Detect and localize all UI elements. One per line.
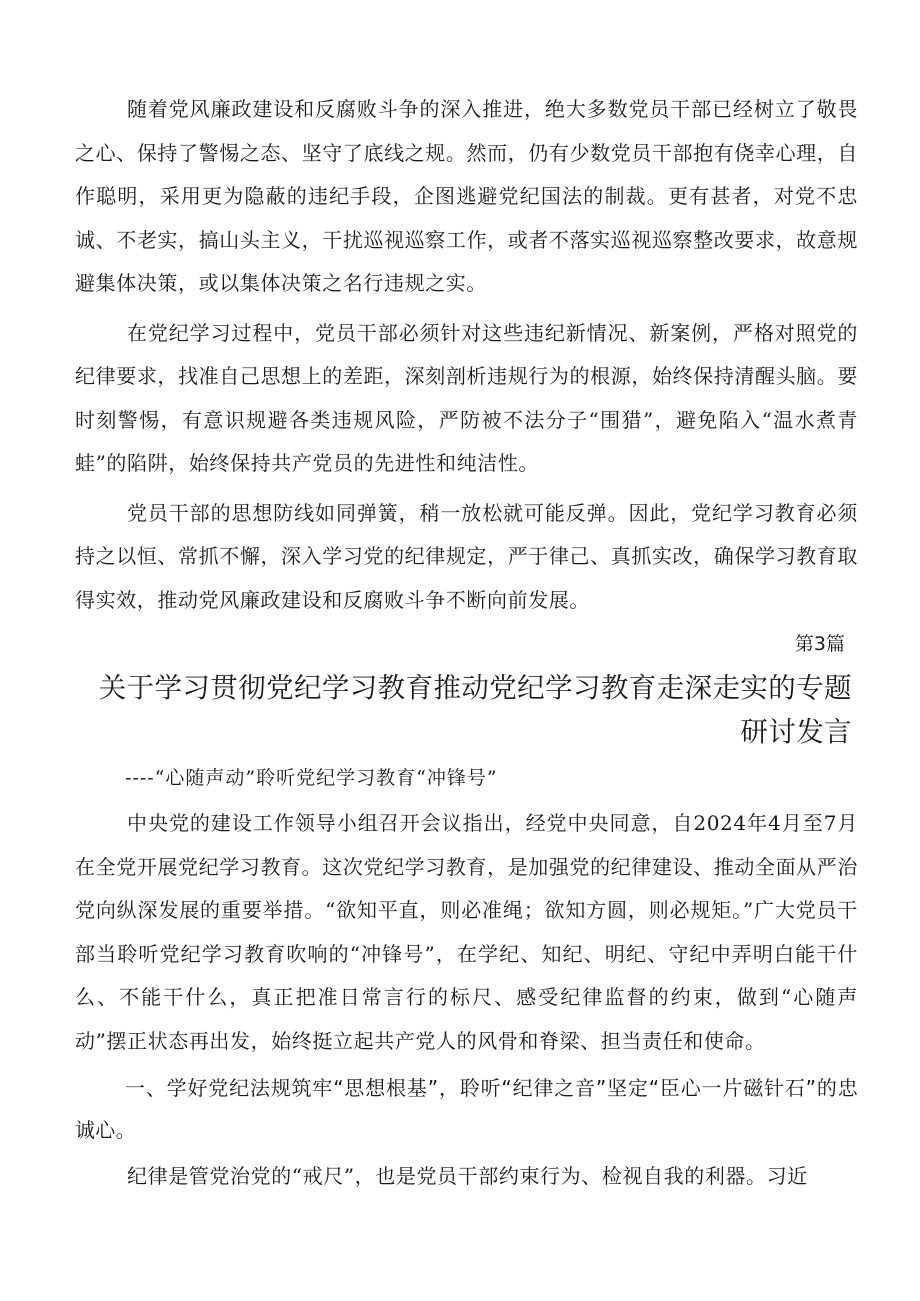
intro-paragraph-1: 随着党风廉政建设和反腐败斗争的深入推进，绝大多数党员干部已经树立了敬畏之心、保持了警惕之态、坚守了底线之规。然而，仍有少数党员干部抱有侥幸心理，自作聪明，采用更为隐蔽的违纪手段，企图逃避党纪国法的制裁。更有甚者，对党不忠诚、不老实，搞山头主义，干扰巡视巡察工作，或者不落实巡视巡察整改要求，故意规避集体决策，或以集体决策之名行违规之实。 xyxy=(75,97,858,295)
intro-paragraph-2: 在党纪学习过程中，党员干部必须针对这些违纪新情况、新案例，严格对照党的纪律要求，找准自己思想上的差距，深刻剖析违规行为的根源，始终保持清醒头脑。要时刻警惕，有意识规避各类违规风险，严防被不法分子“围猎”，避免陷入“温水煮青蛙”的陷阱，始终保持共产党员的先进性和纯洁性。 xyxy=(75,320,858,475)
intro-paragraph-3: 党员干部的思想防线如同弹簧，稍一放松就可能反弹。因此，党纪学习教育必须持之以恒、常抓不懈，深入学习党的纪律规定，严于律己、真抓实改，确保学习教育取得实效，推动党风廉政建设和反腐败斗争不断向前发展。 xyxy=(75,500,858,612)
article-paragraph-1: 中央党的建设工作领导小组召开会议指出，经党中央同意，自2024年4月至7月在全党开展党纪学习教育。这次党纪学习教育，是加强党的纪律建设、推动全面从严治党向纵深发展的重要举措。“欲知平直，则必准绳；欲知方圆，则必规矩。”广大党员干部当聆听党纪学习教育吹响的“冲锋号”，在学纪、知纪、明纪、守纪中弄明白能干什么、不能干什么，真正把准日常言行的标尺、感受纪律监督的约束，做到“心随声动”摆正状态再出发，始终挺立起共产党人的风骨和脊梁、担当责任和使命。 xyxy=(75,811,858,1053)
article-paragraph-2: 纪律是管党治党的“戒尺”，也是党员干部约束行为、检视自我的利器。习近 xyxy=(127,1164,808,1188)
article-subtitle: ----“心随声动”聆听党纪学习教育“冲锋号” xyxy=(125,767,498,789)
section-label: 第3篇 xyxy=(794,633,845,655)
section-heading-1: 一、学好党纪法规筑牢“思想根基”，聆听“纪律之音”坚定“臣心一片磁针石”的忠诚心。 xyxy=(75,1076,858,1142)
article-title: 关于学习贯彻党纪学习教育推动党纪学习教育走深走实的专题研讨发言 xyxy=(98,672,852,748)
